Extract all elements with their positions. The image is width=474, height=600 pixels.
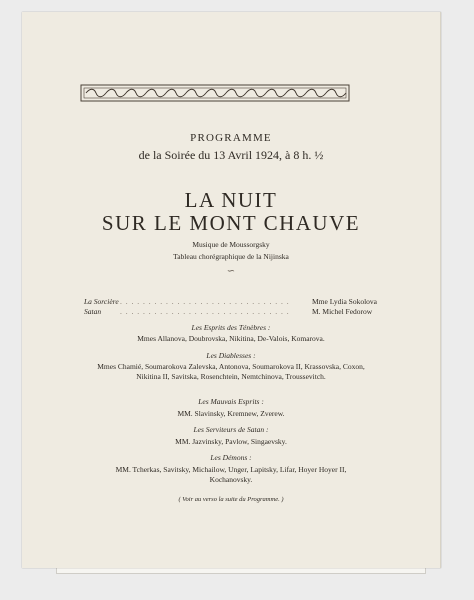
programme-heading: PROGRAMME <box>190 132 272 144</box>
ballet-title-line1: LA NUIT <box>184 188 278 212</box>
programme-page <box>22 12 441 568</box>
dot-leader: . . . . . . . . . . . . . . . . . . . . . . . . . . . . . . <box>120 307 290 316</box>
music-credit: Musique de Moussorgsky <box>192 240 270 249</box>
section-names-demons: MM. Tcherkas, Savitsky, Michailow, Unger, Lapitsky, Lifar, Hoyer Hoyer II, Kochanovsky. <box>115 465 347 484</box>
section-names-esprits-tenebres: Mmes Allanova, Doubrovska, Nikitina, De-Valois, Komarova. <box>137 334 325 343</box>
section-heading-demons: Les Démons : <box>210 453 252 462</box>
choreography-credit: Tableau chorégraphique de la Nijinska <box>173 252 289 261</box>
verso-note: ( Voir au verso la suite du Programme. ) <box>178 496 284 503</box>
soiree-date: de la Soirée du 13 Avril 1924, à 8 h. ½ <box>138 148 324 162</box>
decorative-border-ornament <box>80 84 350 102</box>
section-names-serviteurs-satan: MM. Jazvinsky, Pavlow, Singaevsky. <box>175 437 287 446</box>
section-names-diablesses: Mmes Chamié, Soumarokova Zalevska, Antonova, Soumarokova II, Krassovska, Coxon, Nikitina II, Savitska, Rosenchtein, Nemtchinova, Troussevitch. <box>97 362 365 381</box>
ballet-title-line2: SUR LE MONT CHAUVE <box>101 211 361 235</box>
flourish-ornament: ∽ <box>226 266 236 277</box>
section-heading-serviteurs-satan: Les Serviteurs de Satan : <box>193 425 269 434</box>
section-heading-esprits-tenebres: Les Esprits des Ténèbres : <box>191 323 271 332</box>
section-names-mauvais-esprits: MM. Slavinsky, Kremnew, Zverew. <box>177 409 285 418</box>
actor-name: Mme Lydia Sokolova <box>312 297 377 306</box>
actor-name: M. Michel Fedorow <box>312 307 373 316</box>
role-name: La Sorcière <box>84 297 119 306</box>
role-name: Satan <box>84 307 102 316</box>
cast-row-satan <box>84 307 374 317</box>
dot-leader: . . . . . . . . . . . . . . . . . . . . . . . . . . . . . . <box>120 297 290 306</box>
section-heading-mauvais-esprits: Les Mauvais Esprits : <box>198 397 264 406</box>
cast-row-sorciere <box>84 297 377 307</box>
section-heading-diablesses: Les Diablesses : <box>206 351 256 360</box>
